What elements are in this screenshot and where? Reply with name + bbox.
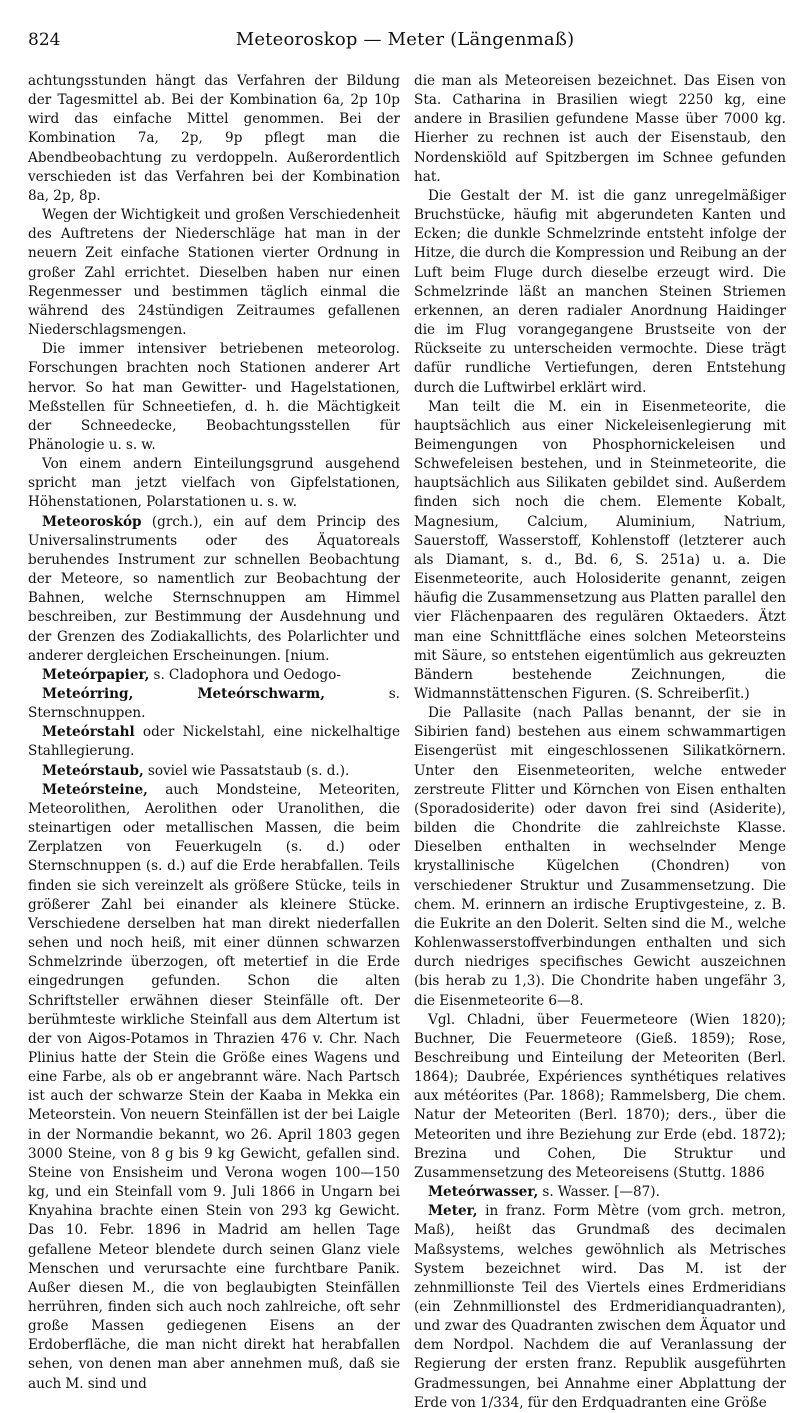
dictionary-entry bbox=[28, 762, 400, 781]
page-number: 824 bbox=[28, 30, 61, 50]
dictionary-entry bbox=[28, 723, 400, 761]
paragraph-text: Die Pallasite (nach Pallas benannt, der sie in Sibirien fand) bestehen aus einem schwammartigen Eisengerüst mit eingeschlossenen Silikatkörnern. Unter den Eisenmeteoriten, welche entweder zerstreute Flitter und Körnchen von Eisen enthalten (Sporadosiderite) oder davon frei sind (Asiderite), bilden die Chondrite die zahlreichste Klasse. Dieselben enthalten in wechselnder Menge krystallinische Kügelchen (Chondren) von verschiedener Struktur und Zusammensetzung. Die chem. M. erinnern an irdische Eruptivgesteine, z. B. die Eukrite an den Dolerit. Selten sind die M., welche Kohlenwasserstoffverbindungen enthalten und sich durch niedriges specifisches Gewicht auszeichnen (bis herab zu 1,3). Die Chondrite haben ungefähr 3, die Eisenmeteorite 6—8. bbox=[414, 705, 786, 1009]
entry-headword: Meteórstahl bbox=[42, 724, 135, 741]
entry-headword: Meteórsteine, bbox=[42, 781, 148, 798]
entry-headword: Meteórstaub, bbox=[42, 762, 144, 779]
dictionary-entry bbox=[28, 513, 400, 666]
paragraph bbox=[414, 187, 786, 398]
running-head: Meteoroskop — Meter (Längenmaß) bbox=[235, 29, 575, 50]
entry-text: in franz. Form Mètre (vom grch. metron, Maß), heißt das Grundmaß des decimalen Maßsystems, welches gewöhnlich als Metrisches System bezeichnet wird. Das M. ist der zehnmillionste Teil des Viertels eines Erdmeridians (ein Zehnmillionstel des Erdmeridianquadranten), und zwar des Quadranten zwischen dem Äquator und dem Nordpol. Nachdem die auf Veranlassung der Regierung der ersten franz. Republik ausgeführten Gradmessungen, bei Annahme einer Abplattung der Erde von 1/334, für den Erdquadranten eine Größe bbox=[414, 1203, 786, 1411]
paragraph-text: Die Gestalt der M. ist die ganz unregelmäßiger Bruchstücke, häufig mit abgerundeten Kanten und Ecken; die dunkle Schmelzrinde entsteht infolge der Hitze, die durch die Kompression und Reibung an der Luft beim Fluge durch dieselbe erzeugt wird. Die Schmelzrinde läßt an manchen Steinen Striemen erkennen, an deren radialer Anordnung Haidinger die im Flug vorangegangene Brustseite von der Rückseite zu unterscheiden vermochte. Diese trägt dafür rundliche Vertiefungen, deren Entstehung durch die Luftwirbel erklärt wird. bbox=[414, 187, 786, 396]
dictionary-entry bbox=[414, 1183, 786, 1202]
paragraph bbox=[414, 704, 786, 1011]
entry-headword: Meter, bbox=[428, 1203, 478, 1220]
paragraph-text: die man als Meteoreisen bezeichnet. Das Eisen von Sta. Catharina in Brasilien wiegt 2250 kg, eine andere in Brasilien gefundene Masse über 7000 kg. Hierher zu rechnen ist auch der Eisenstaub, den Nordenskiöld auf Spitzbergen im Schnee gefunden hat. bbox=[414, 73, 786, 185]
entry-headword: Meteórring, Meteórschwarm, bbox=[42, 686, 325, 702]
page-header bbox=[28, 0, 782, 50]
paragraph-text: Vgl. Chladni, über Feuermeteore (Wien 1820); Buchner, Die Feuermeteore (Gieß. 1859); Rose, Beschreibung und Einteilung der Meteoriten (Berl. 1864); Daubrée, Expériences synthétiques relatives aux météorites (Par. 1868); Rammelsberg, Die chem. Natur der Meteoriten (Berl. 1870); ders., über die Meteoriten und ihre Beziehung zur Erde (ebd. 1872); Brezina und Cohen, Die Struktur und Zusammensetzung des Meteoreisens (Stuttg. 1886 bbox=[414, 1011, 786, 1181]
dictionary-entry bbox=[28, 666, 400, 685]
paragraph-text: achtungsstunden hängt das Verfahren der Bildung der Tagesmittel ab. Bei der Kombination 6a, 2p 10p wird das einfache Mittel genommen. Bei der Kombination 7a, 2p, 9p pflegt man die Abendbeobachtung zu verdoppeln. Außerordentlich verschieden ist das Verfahren bei der Kombination 8a, 2p, 8p. bbox=[28, 73, 400, 204]
entry-text: s. Cladophora und Oedogo- bbox=[149, 666, 341, 683]
entry-text: oder Nickelstahl, eine nickelhaltige Stahllegierung. bbox=[28, 724, 400, 760]
dictionary-entry bbox=[414, 1202, 786, 1413]
paragraph-text: Man teilt die M. ein in Eisenmeteorite, die hauptsächlich aus einer Nickeleisenlegierung mit Beimengungen von Phosphornickeleisen und Schwefeleisen bestehen, und in Steinmeteorite, die hauptsächlich aus Silikaten gebildet sind. Außerdem finden sich noch die chem. Elemente Kobalt, Magnesium, Calcium, Aluminium, Natrium, Sauerstoff, Wasserstoff, Kohlenstoff (letzterer auch als Diamant, s. d., Bd. 6, S. 251a) u. a. Die Eisenmeteorite, auch Holosiderite genannt, zeigen häufig die Zusammensetzung aus Platten parallel den vier Flächenpaaren des regulären Oktaeders. Ätzt man eine Schnittfläche eines solchen Meteorsteins mit Säure, so entstehen eigentümlich aus gekreuzten Bändern bestehende Zeichnungen, die Widmannstättenschen Figuren. (S. Schreiberſit.) bbox=[414, 398, 786, 702]
paragraph-text: Die immer intensiver betriebenen meteorolog. Forschungen brachten noch Stationen anderer Art hervor. So hat man Gewitter- und Hagelstationen, Meßstellen für Schneetiefen, d. h. die Mächtigkeit der Schneedecke, Beobachtungsstellen für Phänologie u. s. w. bbox=[28, 341, 400, 453]
entry-text: s. Sternschnuppen. bbox=[28, 686, 400, 722]
entry-text: (grch.), ein auf dem Princip des Universalinstruments oder des Äquatoreals beruhendes Instrument zur schnellen Beobachtung der Meteore, so namentlich zur Beobachtung der Bahnen, welche Sternschnuppen am Himmel beschreiben, zur Bestimmung der Ausdehnung und der Grenzen des Zodiakallichts, des Polarlichter und anderer dergleichen Erscheinungen. [nium. bbox=[28, 513, 400, 664]
paragraph bbox=[28, 206, 400, 340]
entry-headword: Meteórpapier, bbox=[42, 666, 150, 683]
paragraph-text: Von einem andern Einteilungsgrund ausgehend spricht man jetzt vielfach von Gipfelstationen, Höhenstationen, Polarstationen u. s. w. bbox=[28, 456, 400, 511]
entry-text: soviel wie Passatstaub (s. d.). bbox=[143, 762, 350, 779]
dictionary-entry bbox=[28, 781, 400, 1394]
paragraph bbox=[414, 1011, 786, 1183]
entry-headword: Meteoroskóp bbox=[42, 513, 142, 530]
entry-text: s. Wasser. [—87). bbox=[538, 1184, 660, 1201]
paragraph-text: Wegen der Wichtigkeit und großen Verschiedenheit des Auftretens der Niederschläge hat man in der neuern Zeit einfache Stationen vierter Ordnung in großer Zahl errichtet. Dieselben haben nur einen Regenmesser und bestimmen täglich einmal die während des 24stündigen Zeitraumes gefallenen Niederschlagsmengen. bbox=[28, 207, 400, 339]
paragraph bbox=[414, 72, 786, 187]
paragraph bbox=[414, 398, 786, 705]
left-column bbox=[28, 72, 400, 1392]
paragraph bbox=[28, 72, 400, 206]
dictionary-entry bbox=[28, 685, 400, 723]
text-columns bbox=[28, 72, 786, 1411]
entry-text: auch Mondsteine, Meteoriten, Meteorolithen, Aerolithen oder Uranolithen, die steinartigen oder metallischen Massen, die beim Zerplatzen von Feuerkugeln (s. d.) oder Sternschnuppen (s. d.) auf die Erde herabfallen. Teils finden sie sich vereinzelt als größere Stücke, teils in größerer Zahl bei einander als kleinere Stücke. Verschiedene derselben hat man direkt niederfallen sehen und noch heiß, mit einer dünnen schwarzen Schmelzrinde überzogen, oft metertief in die Erde eingedrungen gefunden. Schon die alten Schriftsteller erwähnen dieser Steinfälle oft. Der berühmteste wirkliche Steinfall aus dem Altertum ist der von Aigos-Potamos in Thrazien 476 v. Chr. Nach Plinius hatte der Stein die Größe eines Wagens und eine Farbe, als ob er angebrannt wäre. Nach Partsch ist auch der schwarze Stein der Kaaba in Mekka ein Meteorstein. Von neuern Steinfällen ist der bei Laigle in der Normandie bekannt, wo 26. April 1803 gegen 3000 Steine, von 8 g bis 9 kg Gewicht, gefallen sind. Steine von Ensisheim und Verona wogen 100—150 kg, und ein Steinfall vom 9. Juli 1866 in Ungarn bei Knyahina brachte einen Stein von 293 kg Gewicht. Das 10. Febr. 1896 in Madrid am hellen Tage gefallene Meteor blendete durch seinen Glanz viele Menschen und verursachte eine furchtbare Panik. Außer diesen M., die von beglaubigten Steinfällen herrühren, finden sich auch noch zahlreiche, oft sehr große Massen gediegenen Eisens an der Erdoberfläche, die man nicht direkt hat herabfallen sehen, von denen man aber annehmen muß, daß sie auch M. sind und bbox=[28, 781, 400, 1392]
paragraph bbox=[28, 455, 400, 512]
entry-headword: Meteórwasser, bbox=[428, 1184, 539, 1201]
paragraph bbox=[28, 340, 400, 455]
right-column bbox=[414, 72, 786, 1411]
